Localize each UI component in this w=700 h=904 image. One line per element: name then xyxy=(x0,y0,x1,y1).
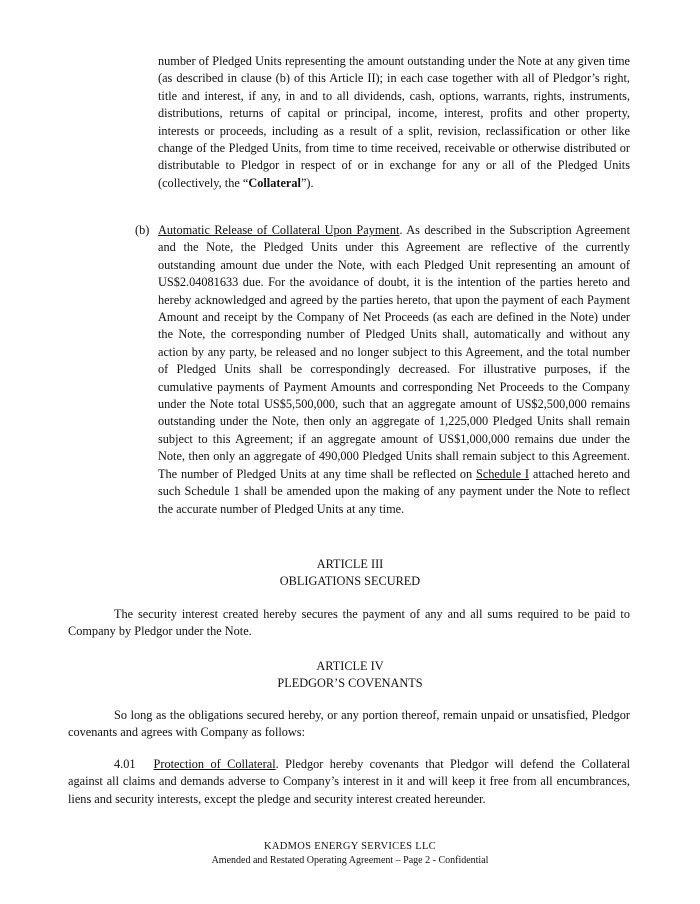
article-4-heading xyxy=(110,658,590,691)
article-number: ARTICLE III xyxy=(316,557,384,571)
paragraph-text: ”). xyxy=(300,175,314,190)
clause-b-label: (b) xyxy=(135,223,150,237)
footer-line: Amended and Restated Operating Agreement – Page 2 - Confidential xyxy=(211,855,489,866)
footer-company: KADMOS ENERGY SERVICES LLC xyxy=(264,841,436,852)
article-title: OBLIGATIONS SECURED xyxy=(279,573,421,588)
covenants-intro-paragraph: So long as the obligations secured hereby, or any portion thereof, remain unpaid or unsatisfied, Pledgor covenants and agrees with Company as follows: xyxy=(68,708,630,740)
clause-b-title: Automatic Release of Collateral Upon Payment xyxy=(158,223,400,237)
section-4-01-paragraph xyxy=(68,756,630,808)
paragraph-text: number of Pledged Units representing the amount outstanding under the Note at any given time (as described in clause (b) of this Article II); in each case together with all of Pledgor’s right, title and interest, if any, in and to all dividends, cash, options, warrants, rights, instruments, distributions, returns of capital or principal, income, interest, profits and other property, interests or proceeds, including as a result of a split, revision, reclassification or other like change of the Pledged Units, from time to time received, receivable or otherwise distributed or distributable to Pledgor in respect of or in exchange for any or all of the Pledged Units (collectively, the “ xyxy=(158,54,630,190)
paragraph-text: . Pledgor hereby covenants that Pledgor will defend the Collateral against all claims and demands adverse to Company’s interest in it and will keep it free from all encumbrances, liens and security interests, except the pledge and security interest created hereunder. xyxy=(68,757,630,806)
defined-term-collateral: Collateral xyxy=(248,175,301,190)
obligations-secured-paragraph: The security interest created hereby secures the payment of any and all sums required to be paid to Company by Pledgor under the Note. xyxy=(68,607,630,639)
article-number: ARTICLE IV xyxy=(316,659,384,673)
section-number: 4.01 xyxy=(114,757,136,771)
schedule-reference: Schedule I xyxy=(475,466,530,481)
paragraph-text: attached hereto and such Schedule 1 shall be amended upon the making of any payment under the Note to reflect the accurate number of Pledged Units at any time. xyxy=(158,466,630,516)
section-title: Protection of Collateral xyxy=(153,757,276,771)
paragraph-text: . As described in the Subscription Agreement and the Note, the Pledged Units under this Agreement are reflective of the currently outstanding amount due under the Note, with each Pledged Unit representing an amount of US$2.04081633 due. For the avoidance of doubt, it is the intention of the parties hereto and hereby acknowledged and agreed by the parties hereto, that upon the payment of each Payment Amount and receipt by the Company of Net Proceeds (as each are defined in the Note) under the Note, the corresponding number of Pledged Units shall, automatically and without any action by any party, be released and no longer subject to this Agreement, and the total number of Pledged Units shall be correspondingly decreased. For illustrative purposes, if the cumulative payments of Payment Amounts and corresponding Net Proceeds to the Company under the Note total US$5,500,000, such that an aggregate amount of US$2,500,000 remains outstanding under the Note, then only an aggregate of 1,225,000 Pledged Units shall remain subject to this Agreement; if an aggregate amount of US$1,000,000 remains due under the Note, then only an aggregate of 490,000 Pledged Units shall remain subject to this Agreement. The number of Pledged Units at any time shall be reflected on xyxy=(158,223,630,481)
article-title: PLEDGOR’S COVENANTS xyxy=(277,675,423,690)
clause-b-paragraph xyxy=(158,222,630,518)
article-3-heading xyxy=(110,556,590,589)
collateral-continuation-paragraph xyxy=(158,53,630,192)
